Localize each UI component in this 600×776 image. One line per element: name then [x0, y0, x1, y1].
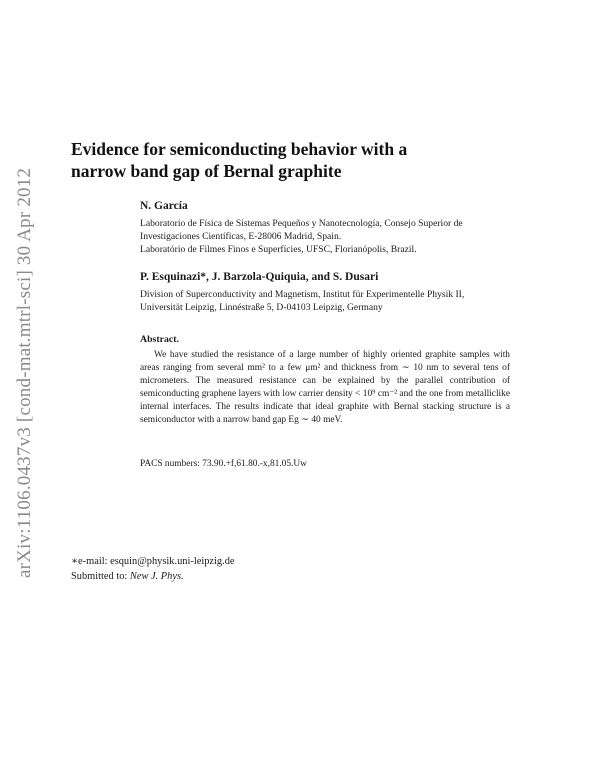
- abstract-section: [140, 333, 510, 426]
- author-names: P. Esquinazi*, J. Barzola-Quiquia, and S. Dusari: [140, 271, 379, 283]
- abstract-text: We have studied the resistance of a large number of highly oriented graphite samples with areas ranging from several mm² to a few μm² and thickness from ∼ 10 nm to several tens of micrometers. The measured resistance can be explained by the parallel contribution of semiconducting graphene layers with low carrier density < 10⁹ cm⁻² and the one from metalliclike internal interfaces. The results indicate that ideal graphite with Bernal stacking structure is a semiconductor with a narrow band gap Eg ∼ 40 meV.: [140, 350, 510, 425]
- footnotes: [71, 555, 235, 584]
- author-block-2: [140, 270, 540, 314]
- title-line-1: Evidence for semiconducting behavior with a: [71, 139, 408, 159]
- author-block-1: [140, 199, 540, 257]
- abstract-heading: Abstract.: [140, 334, 179, 345]
- arxiv-identifier-stamp: arXiv:1106.0437v3 [cond-mat.mtrl-sci] 30 Apr 2012: [14, 167, 35, 578]
- affiliation-line: Division of Superconductivity and Magnetism, Institut für Experimentelle Physik II,: [140, 289, 465, 300]
- affiliation-line: Investigaciones Científicas, E-28006 Madrid, Spain.: [140, 231, 342, 243]
- pacs-numbers: PACS numbers: 73.90.+f,61.80.-x,81.05.Uw: [140, 459, 307, 469]
- affiliation-line: Laboratório de Filmes Finos e Superfícies, UFSC, Florianópolis, Brazil.: [140, 244, 417, 256]
- affiliation-line: Universität Leipzig, Linnéstraße 5, D-04103 Leipzig, Germany: [140, 302, 383, 314]
- journal-name: New J. Phys.: [129, 570, 184, 582]
- paper-title: [71, 138, 531, 182]
- email-footnote: ∗e-mail: esquin@physik.uni-leipzig.de: [71, 556, 235, 567]
- submitted-label: Submitted to:: [71, 570, 128, 582]
- affiliation-line: Laboratorio de Física de Sistemas Pequeños y Nanotecnología, Consejo Superior de: [140, 218, 463, 229]
- title-line-2: narrow band gap of Bernal graphite: [71, 161, 342, 181]
- submitted-note: [71, 570, 235, 585]
- author-name: N. García: [140, 200, 188, 212]
